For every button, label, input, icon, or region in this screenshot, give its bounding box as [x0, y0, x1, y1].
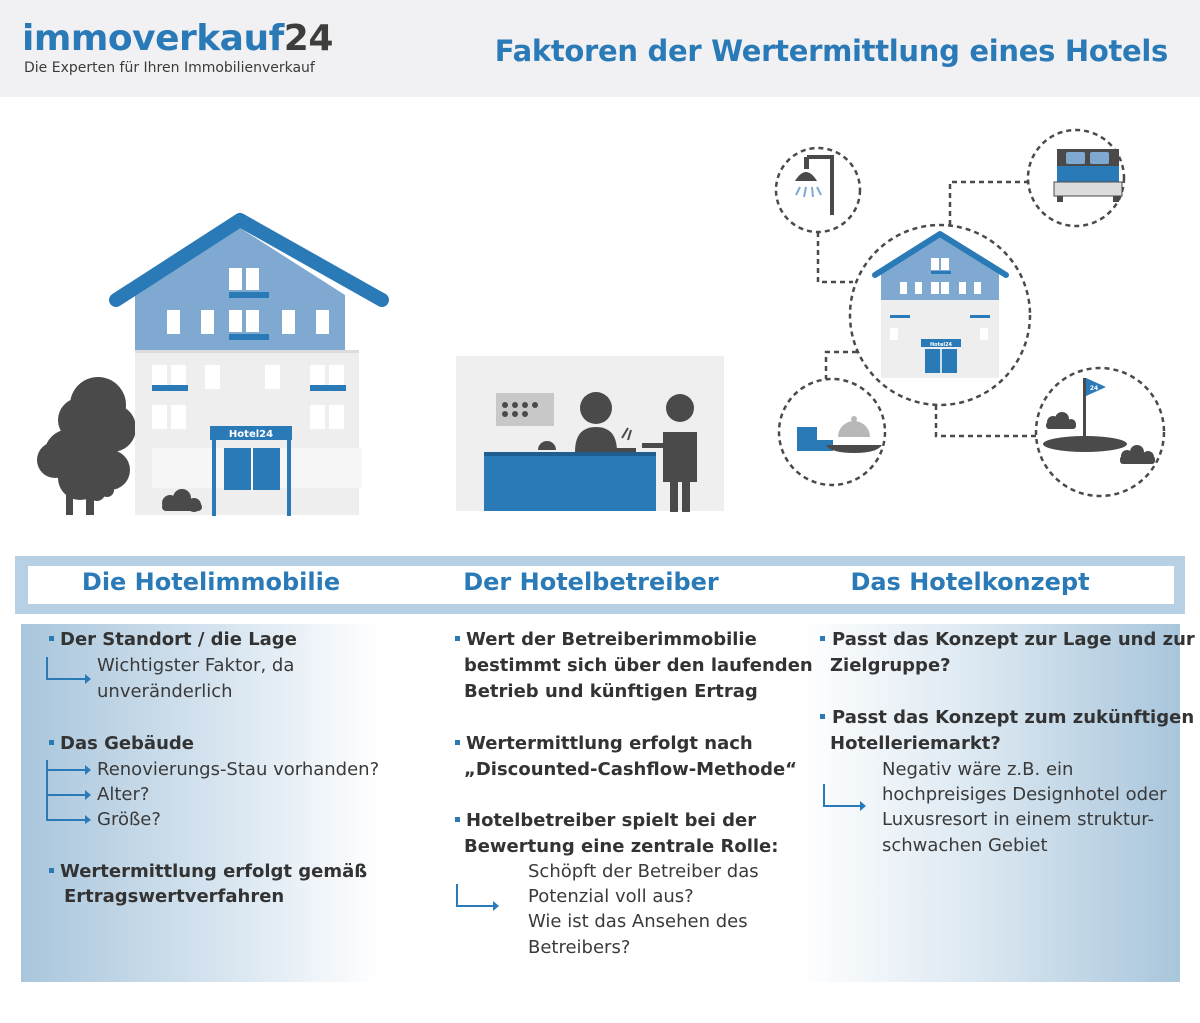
col3-sub-negativ-l3: Luxusresort in einem struktur-: [882, 809, 1155, 830]
col2-sub-ansehen-l2: Betreibers?: [528, 937, 631, 958]
illustration: [0, 97, 1200, 547]
brand-logo[interactable]: [22, 20, 333, 58]
col1-sub-groesse: Größe?: [97, 809, 161, 830]
bullet-icon: [455, 636, 460, 641]
bullet-icon: [455, 817, 460, 822]
small-hotel-sign: Hotel24: [929, 342, 953, 348]
bullet-icon: [49, 868, 54, 873]
arrow-icon: [822, 782, 866, 814]
col2-bullet-dcf-l2: „Discounted-Cashflow-Methode“: [464, 759, 798, 780]
col3-bullet-markt-l2: Hotelleriemarkt?: [830, 733, 1001, 754]
col2-bullet-rolle-l1: Hotelbetreiber spielt bei der: [466, 810, 757, 831]
col3-sub-negativ-l4: schwachen Gebiet: [882, 835, 1048, 856]
brand-tagline: Die Experten für Ihren Immobilienverkauf: [24, 60, 315, 76]
category-hotelbetreiber: Der Hotelbetreiber: [463, 568, 719, 596]
col1-bullet-wertermittlung-l1: Wertermittlung erfolgt gemäß: [60, 861, 368, 882]
col1-sub-unveraenderlich: unveränderlich: [97, 681, 233, 702]
arrow-icon: [45, 655, 91, 685]
col2-sub-potenzial-l2: Potenzial voll aus?: [528, 886, 694, 907]
bed-icon: [1054, 149, 1122, 202]
col3-bullet-lage-l1: Passt das Konzept zur Lage und zur: [832, 629, 1195, 650]
bullet-icon: [49, 740, 54, 745]
col2-bullet-dcf-l1: Wertermittlung erfolgt nach: [466, 733, 753, 754]
col1-sub-faktor: Wichtigster Faktor, da: [97, 655, 295, 676]
page-title: Faktoren der Wertermittlung eines Hotels: [494, 34, 1168, 68]
col3-sub-negativ-l2: hochpreisiges Designhotel oder: [882, 784, 1167, 805]
reception-illustration: [456, 356, 724, 512]
col2-bullet-wert-l2: bestimmt sich über den laufenden: [464, 655, 813, 676]
golf-icon: [1043, 378, 1155, 464]
col1-bullet-gebaeude: Das Gebäude: [60, 733, 194, 754]
category-hotelkonzept: Das Hotelkonzept: [850, 568, 1090, 596]
food-service-icon: [797, 416, 882, 453]
flag-label: 24: [1089, 385, 1099, 392]
shower-icon: [795, 157, 832, 215]
hotel-building-illustration: [37, 220, 382, 516]
col3-sub-negativ-l1: Negativ wäre z.B. ein: [882, 759, 1074, 780]
category-hotelimmobilie: Die Hotelimmobilie: [81, 568, 341, 596]
bullet-icon: [820, 636, 825, 641]
small-hotel-icon: [875, 234, 1006, 378]
col1-sub-alter: Alter?: [97, 784, 150, 805]
col1-bullet-wertermittlung-l2: Ertragswertverfahren: [64, 886, 285, 907]
brand-name: immoverkauf: [22, 18, 284, 59]
col2-bullet-rolle-l2: Bewertung eine zentrale Rolle:: [464, 836, 779, 857]
col3-bullet-lage-l2: Zielgruppe?: [830, 655, 951, 676]
col3-bullet-markt-l1: Passt das Konzept zum zukünftigen: [832, 707, 1195, 728]
col2-sub-ansehen-l1: Wie ist das Ansehen des: [528, 911, 748, 932]
bullet-icon: [49, 636, 54, 641]
col2-bullet-wert-l3: Betrieb und künftigen Ertrag: [464, 681, 758, 702]
col1-sub-renovierung: Renovierungs-Stau vorhanden?: [97, 759, 380, 780]
bullet-icon: [455, 740, 460, 745]
col1-bullet-standort: Der Standort / die Lage: [60, 629, 297, 650]
arrow-icon: [455, 882, 499, 914]
col2-bullet-wert-l1: Wert der Betreiberimmobilie: [466, 629, 757, 650]
bullet-icon: [820, 714, 825, 719]
brand-number: 24: [283, 18, 333, 59]
tree-icon: [37, 377, 136, 515]
hotel-sign: Hotel24: [228, 429, 274, 440]
col2-sub-potenzial-l1: Schöpft der Betreiber das: [528, 861, 759, 882]
arrow-branch-icon: [45, 758, 91, 824]
